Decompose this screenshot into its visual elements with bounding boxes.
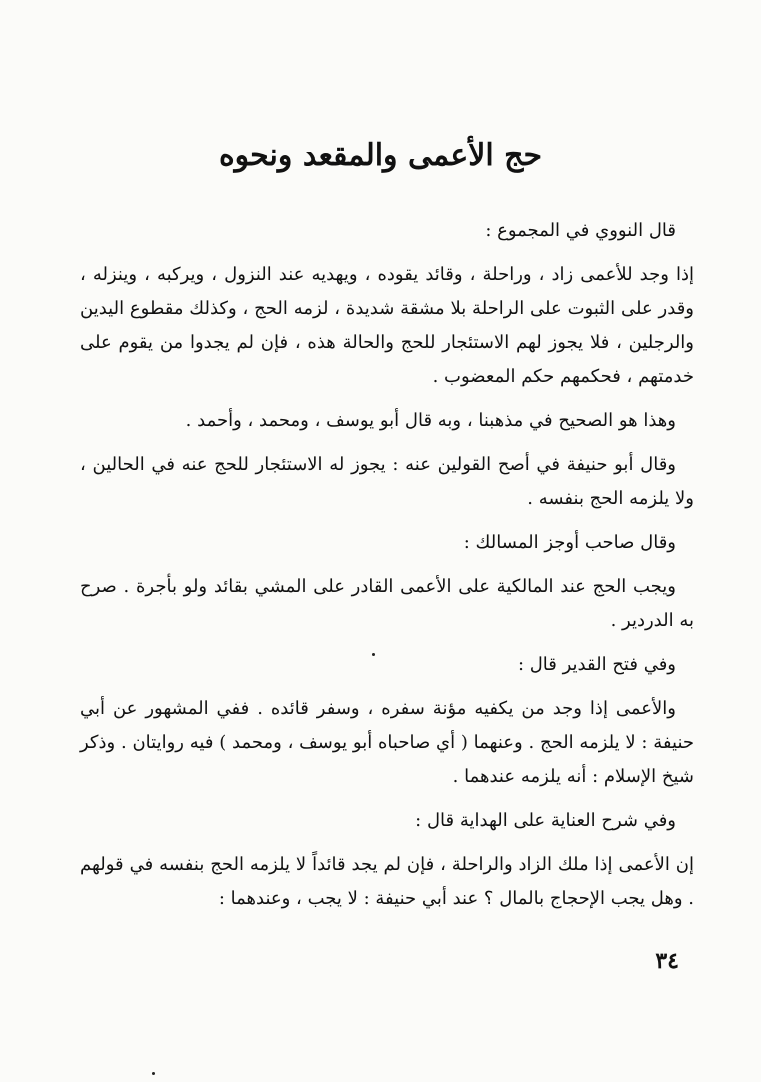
paragraph-fath-intro: وفي فتح القدير قال : <box>517 654 676 675</box>
paragraph-abu-hanifa: وقال أبو حنيفة في أصح القولين عنه : يجوز له الاستئجار للحج عنه في الحالين ، ولا يلزمه الحج بنفسه . <box>80 454 694 509</box>
paragraph-inaya-intro: وفي شرح العناية على الهداية قال : <box>415 810 676 831</box>
body-text <box>80 214 694 926</box>
paragraph-fath-qadir: والأعمى إذا وجد من يكفيه مؤنة سفره ، وسفر قائده . ففي المشهور عن أبي حنيفة : لا يلزمه الحج . وعنهما ( أي صاحباه أبو يوسف ، ومحمد ) فيه روايتان . وذكر شيخ الإسلام : أنه يلزمه عندهما . <box>80 698 694 787</box>
paragraph-malikiyya: ويجب الحج عند المالكية على الأعمى القادر على المشي بقائد ولو بأجرة . صرح به الدردير . <box>80 576 694 631</box>
paragraph-madhhab: وهذا هو الصحيح في مذهبنا ، وبه قال أبو يوسف ، ومحمد ، وأحمد . <box>185 410 676 431</box>
paragraph-inaya: إن الأعمى إذا ملك الزاد والراحلة ، فإن لم يجد قائداً لا يلزمه الحج بنفسه في قولهم . وهل يجب الإحجاج بالمال ؟ عند أبي حنيفة : لا يجب ، وعندهما : <box>80 854 694 909</box>
paragraph-nawawi-intro: قال النووي في المجموع : <box>485 220 676 241</box>
paragraph-awjaz-intro: وقال صاحب أوجز المسالك : <box>463 532 676 553</box>
page-number: ٣٤ <box>655 948 679 974</box>
paragraph-blind-provisions: إذا وجد للأعمى زاد ، وراحلة ، وقائد يقوده ، ويهديه عند النزول ، ويركبه ، وينزله ، وقدر على الثبوت على الراحلة بلا مشقة شديدة ، لزمه الحج ، وكذلك مقطوع اليدين والرجلين ، فلا يجوز لهم الاستئجار للحج والحالة هذه ، فإن لم يجدوا من يقوم على خدمتهم ، فحكمهم حكم المعضوب . <box>80 264 694 387</box>
chapter-title: حج الأعمى والمقعد ونحوه <box>218 138 543 173</box>
ink-speck <box>152 1072 155 1075</box>
ink-speck <box>372 653 375 656</box>
